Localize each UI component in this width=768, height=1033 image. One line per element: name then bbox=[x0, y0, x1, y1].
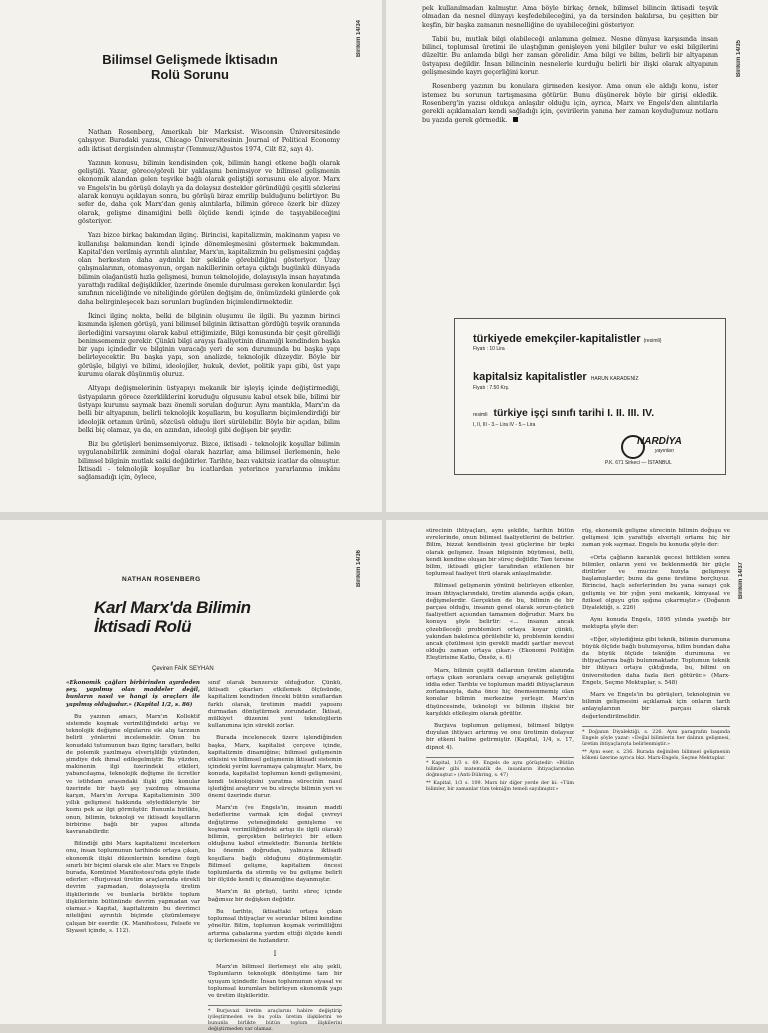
page-left-top bbox=[0, 0, 382, 512]
paragraph: Marx'ın (ve Engels'in, insanın maddi hedeflerine varmak için doğal çevreyi değiştirme yeteneğindeki genişleme ve koşmak verimliliğindeki artışı ile ilgili olarak) bilimin, gerçekten belirleyici bir etken olduğunu kabul etmektedir. Bununla birlikte bu önemin doğrudan, yalnızca iktisadi koşullara bağlı olduğunu düşünmemiştir. Bilimsel gelişme, kapitalizm öncesi toplumlarda da sürmüş ve bu gelişme belirli bir ölçüde kendi iç dinamiğine dayanmıştır. bbox=[208, 805, 342, 884]
paragraph: İkinci ilginç nokta, belki de bilginin oluşumu ile ilgili. Bu yazının birinci kısmında işlenen görüşü, yani bilimsel bilginin iktisattan gördüğü teşvik oranında ilerlediğini varsayımı olarak kabul ettiğimizde, Bilgi konusunda bir çeşit görelliği benimsememiz gerekir. Çünkü bilgi arayışı faaliyetinin dinamiği kendinden başka bir yapı içindedir ve bilginin varacağı yeri de son durumunda bu başka yapı belirleyecektir. Bu başka yapı, son analizde, teknolojik düzeydir. Böyle bir görüşle, bilgiyi ve bilimi, ideolojiler, hukuk, devlet, politik yapı gibi, üst yapı kurumu olarak düşünmüş oluruz. bbox=[78, 311, 340, 379]
paragraph: Burjuva toplumun gelişmesi, bilimsel bilgiye duyulan ihtiyacı artırmış ve onu üretimin dolaysız bir etkeni haline getirmiştir. (Kapital, 1/4, s. 17, dipnot 4). bbox=[426, 723, 574, 751]
column-1 bbox=[66, 680, 200, 1024]
folio: Birikim 14/34 bbox=[356, 20, 362, 58]
ad-book-title: resimli türkiye işçi sınıfı tarihi I. II. III. IV. bbox=[473, 407, 655, 419]
folio: Birikim 14/35 bbox=[736, 40, 742, 78]
paragraph: sınıf olarak benzersiz olduğudur. Çünkü, iktisadi çıkarları etkilemek ölçüsünde, kapitalizm kendinden önceki bütün sınıflardan farklı olarak, üretimin maddi yapısını durmadan dönüştürmek zorundadır. İktisat, mülkiyet düzenini yeni teknolojilerin kullanımına için sürekli zorlar. bbox=[208, 680, 342, 730]
article-title: Bilimsel Gelişmede İktisadın Rolü Sorunu bbox=[102, 52, 278, 82]
paragraph: Marx'ın iki görüşü, tarihi süreç içinde bağımsız bir değişken değildir. bbox=[208, 889, 342, 903]
paragraph: Marx, bilimin çeşitli dallarının üretim alanında ortaya çıkan sorunlara cevap arayarak geliştiğini iddia eder. Tarihte ve toplumun maddi ihtiyaçlarının zorlamasıyla, daha önce hiç önemsenmemiş olan konular bilimin merkezine yerleşir. Marx'ın düşüncesinde, teknoloji ve bilimin ilişkisi bir karşılıklı etkileşim olarak görülür. bbox=[426, 667, 574, 717]
bottom-spread bbox=[0, 520, 768, 1033]
folio: Birikim 14/36 bbox=[356, 550, 362, 588]
paragraph: pek kullanılmadan kalmıştır. Ama böyle birkaç örnek, bilimsel bilincin iktisadi teşvik olmadan da nesnel dünyayı keşfedebileceğini, ya da tersinden bakılırsa, bu çeşitten bir keşfin, bir başka zamanın nesnelliğine de uyabileceğini gösteriyor. bbox=[422, 4, 718, 29]
column-2 bbox=[208, 680, 342, 1033]
footnote: * Burjuvazi üretim araçlarını habire değiştirip iyileştirmeden ve bu yolla üretim ilişkilerini ve bununla birlikte bütün toplum ilişkilerini değiştirmeden var olamaz. bbox=[208, 1005, 342, 1033]
paragraph: Bilindiği gibi Marx kapitalizmi incelerken onu, insan toplumunun tarihinde ortaya çıkan, ekonomik ilişki düzenlerinin kendine özgü sınırlı bir biçimi olarak ele alır. Marx ve Engels burada, Komünist Manifestosu'nda göyle ifade ederler: «Burjuvazi üretim araçlarında sürekli devrim yapmadan, dolayısıyla üretim ilişkilerinde ve bunlarla birlikte toplum ilişkilerinin bütününde devrim yapmadan var olamaz.» Kapital, kapitalizmin bu devrimci niteliğini ayrıntılı biçimde çözümlemeye çalışan bir eserdir. (K. Manifestosu, Felsefe ve Siyaset içinde, s. 112). bbox=[66, 841, 200, 934]
footnote: ** Kapital, 1/3 s. 109. Marx bir diğer yerde der ki: «Tüm bilimler, bir zamanlar tüm tekniğin temeli sayılmıştır.» bbox=[426, 780, 574, 792]
publisher-address: P.K. 671 Sirkeci — İSTANBUL bbox=[605, 460, 672, 466]
ad-price: Fiyatı : 10 Lira bbox=[473, 346, 505, 352]
body-text bbox=[78, 128, 340, 512]
page-right-bottom bbox=[386, 520, 768, 1024]
publisher-name: NARDİYA bbox=[637, 436, 682, 447]
paragraph: Marx'ın bilimsel ilerlemeyi ele alış şekli, Toplumların teknolojik dönüşüme tam bir uyuşum içindedir. İnsan toplumunun siyasal ve toplumsal kurumları belirleyen ekonomik yapı ve üretim ilişkileridir. bbox=[208, 964, 342, 999]
paragraph: Marx ve Engels'in bu görüşleri, teknolojinin ve bilimin gelişmesini açıklamak için onların tarih anlayışlarının bir parçası olarak değerlendirilmelidir. bbox=[582, 692, 730, 720]
paragraph: Bu yazının amacı, Marx'ın Kollektif sistemde koşmak verimliliğindeki artışı ve teknolojik değişme olgularını ele alış tarzının belirli yönlerini incelemektir. Onun bu konudaki tutumunun bazı ilginç tarafları, belki de polemik yazılmaya elverişliliği yüzünden, şimdiye dek ihmal edilegelmiştir. Bu yüzden, makinenin ilgi üzerindeki etkileri, yabancılaşma, teknolojik değişme ile ücretler ve istihdam arasındaki ilişki gibi konular üzerinde bir hayli şey yazılmış olmasına karşın, Marx'ın Avrupa Kapitalizminin 300 yıllık gelişmesi hakkında söyledikleriyle bir kısmı pek az ilgi görmüştür. Bununla birlikte, onun, bilimin, teknoloji ve iktisadi koşulların birbirine bağlı bir yapısı altında kavranabilirdir. bbox=[66, 713, 200, 836]
paragraph: Altyapı değişmelerinin üstyapıyı mekanik bir işleyiş içinde değiştirmediği, üstyapıların görece özerkliklerini koruduğu olgusunu kabul etsek bile, bilimi bir üstyapı kurumu saymak bazı önemli sorulan doğurur. Aynı mantıkla, Marx'ın da belli bir altyapının, belirli teknolojik koşulların, bu koşulların biçimlendirdiği bir ideolojik ortamın ürünü, sözcüsü olduğu ileri sürülebilir. Böyle bir açıdan, bilim belki biç olamaz, ya da, en azından, ideoloji gibi değişen bir şeydir. bbox=[78, 384, 340, 434]
paragraph: Aynı konuda Engels, 1895 yılında yazdığı bir mektupta şöyle der: bbox=[582, 617, 730, 631]
page-left-bottom bbox=[0, 520, 382, 1033]
footnotes bbox=[426, 757, 574, 793]
footnotes bbox=[582, 726, 730, 762]
footnote: * Doğanın Diyalektiği, s. 226. Aynı paragrafın başında Engels şöyle yazar: «Doğal bilimlerin her dalının gelişmesi, üretim ihtiyaçlarıyla belirlenmiştir.» bbox=[582, 729, 730, 747]
ad-book-title: kapitalsiz kapitalistler HARUN KARADENİZ bbox=[473, 371, 639, 383]
paragraph: Yazı bizce birkaç bakımdan ilginç. Birincisi, kapitalizmin, makinanın yapısı ve kullanılışı bakımından kendi içinde dönemleşmesini göstermek bakımından. Kapital'den verilmiş ayrıntılı alıntılar, Marx'ın, kapitalizmin bu gelişmesini çağdaş olan herkesten daha aydınlık bir şekilde görebildiğini gösteriyor. Uzay çalışmalarının, otomasyonun, organ nakillerinin ortaya çıktığı bugünkü dünyada bilimin olağanüstü hızla gelişmesi, bunun teknolojide, dolayısıyla insan hayatında yarattığı radikal değişiklikler, üzerinde önemle durulması gereken konulardır. İşçi sınıfının niceliğinde ve niteliğinde görülen değişim de, önümüzdeki günlerde çok daha belirginleşecek bazı sorunları bugünden biçimlendirmektedir. bbox=[78, 231, 340, 306]
paragraph: Burada incelenecek üzere işlendiğinden başka, Marx, kapitalist çerçeve içinde, kapitalizmin dinamiğine; bilimsel gelişmenin etkisini ve bilimsel gelişmenin iktisadi sistemin içindeki yerini kavramaya çalışmıştır. Marx, bu konuda, kapitalist toplumun kendi gelişmesini, kendi teknolojisini yaratma sürecinin nasıl işlediğini araştırır ve bu süreçte bilimin yeri ve önemi üzerinde durur. bbox=[208, 735, 342, 800]
publisher-subtitle: yayınları bbox=[655, 448, 674, 454]
top-spread bbox=[0, 0, 768, 512]
footnote: * Kapital, 1/3 s. 69. Engels de aynı görüştedir: «Bütün bilimler gibi matematik de, insanların ihtiyaçlarından doğmuştur.» (Anti-Dühring, s. 47) bbox=[426, 760, 574, 778]
ad-price: Fiyatı : 7.50 Krş. bbox=[473, 385, 510, 391]
author-name: NATHAN ROSENBERG bbox=[122, 576, 201, 583]
paragraph: Biz bu görüşleri benimsemiyoruz. Bizce, iktisadi - teknolojik koşullar bilimin uygulanabilirlik zeminini doğal olarak hazırlar, ama bilimsel ilerlemenin, hele bilimsel bilginin mutlak saiki değildirler. Tarihte, bazı vakitsiz icatlar da olmuştur. İktisadi - teknolojik koşullar bu icatlardan yeterince yararlanma imkânı sağlamadığı için, öylece, bbox=[78, 440, 340, 482]
paragraph: sürecinin ihtiyaçları, aynı şekilde, tarihin bütün evrelerinde, onun bilimsel faaliyetlerini de belirler. Bilim, bizzat kendisinin iyesi güçlerine bir tepki olarak gelişmez. İnsan bilgisinin büyümesi, belli, kendi kendine oluşan bir süreç değildir. Tam tersine bilim, iktisadi güçler tarafından etkilenen bir toplumsal faaliyet türü olarak anlaşılmalıdır. bbox=[426, 528, 574, 578]
paragraph: Rosenberg yazının bu konulara girmeden kesiyor. Ama onun ele aldığı konu, ister istemez bu sorunun tartışmasına götürür. Bunu düşünerek böyle bir girişi ekledik. Rosenberg'in yazısı oldukça anlaşılır olduğu için, ayrıca, Marx ve Engels'den alıntılarla gerekli açıklamaları kendi sağladığı için, çevirilerin yanına her zaman koyduğumuz notlara bu yazıda gerek görmedik. bbox=[422, 82, 718, 124]
folio: Birikim 14/37 bbox=[738, 562, 744, 600]
body-text bbox=[422, 4, 718, 130]
section-number: I bbox=[273, 949, 277, 958]
publisher-advertisement bbox=[454, 318, 726, 475]
publisher-logo bbox=[621, 435, 691, 457]
ad-book-title: türkiyede emekçiler-kapitalistler (resimli) bbox=[473, 333, 662, 345]
ad-price: I, II, III - 3.– Lira IV - 5.– Lira bbox=[473, 422, 536, 428]
quotation: «Orta çağların karanlık gecesi bittikten sonra bilimler, onların yeni ve beklenmedik bir güçle dirilirler ve mucize hızıyla gelişmeye başlamışlardır; bunu da gene üretime borçluyuz. Birincisi, haçlı seferlerinden bu yana sanayi çok gelişmiş ve bir yığın yeni mekanik, kimyasal ve fiziksel olguyu gün ışığına çıkarmıştır.» (Doğanın Diyalektiği, s. 226) bbox=[582, 554, 730, 612]
column-2 bbox=[582, 528, 730, 1024]
paragraph: Bilimsel gelişmenin yönünü belirleyen etkenler, insan ihtiyaçlarındaki, üretim alanında açığa çıkan, değişmelerdir. Gerçekten de bu, bilimin de bir parçası olduğu, insanın genel olarak sorun-çözücü faaliyetleri açısından tamamen doğrudur. Marx bu konuyu şöyle belirtir: «... insanın ancak çözebileceği problemleri ortaya koyar çünkü, yakından bakılınca görülebilir ki, problemin kendisi ancak çözülmesi için gerekli maddi şartlar mevcut olduğu zaman ortaya çıkar.» (Ekonomi Politiğin Eleştirisine Katkı, Önsöz, s. 6) bbox=[426, 583, 574, 662]
quotation: «Eğer, söylediğiniz gibi teknik, bilimin durumuna büyük ölçüde bağlı bulunuyorsa, bilim bundan daha da büyük ölçüde tekniğin durumuna ve ihtiyaçlarına bağlı bulunmaktadır. Toplumun teknik bir ihtiyacı ortaya çıktığında, bu, bilimi on üniversiteden daha fazla ileri götürür.» (Marx-Engels, Seçme Mektuplar, s. 548) bbox=[582, 636, 730, 686]
paragraph: Yazının konusu, bilimin kendisinden çok, bilimin hangi etkene bağlı olarak geliştiği. Yazar, görece/göreli bir yaklaşımı benimsiyor ve bilimsel gelişmenin ekonomik alandan gelen teşvike bağlı olarak geliştiği sorusunu ele alıyor. Marx ve Engels'in bu görüşü dolaylı ya da dolaysız destekler göründüğü çeşitli sözlerini alarak konuyu açıklayan sonra, bu görüşü biraz emrilip bulduğunu belirtiyor. Bu sefer de, daha çok Marx'dan geniş alıntılarla, bilimin görece özerk bir düzey olarak, gelişme dinamiğini belli ölçüde kendi içinde de taşıyabileceğini gösteriyor. bbox=[78, 158, 340, 225]
article-title: Karl Marx'da Bilimin İktisadi Rolü bbox=[94, 598, 251, 636]
paragraph: rüş, ekonomik gelişme sürecinin bilimin doğuşu ve gelişmesi için yarattığı elverişli ortamı hiç bir zaman yok saymaz. Engels bu konuda şöyle der: bbox=[582, 528, 730, 549]
epigraph: «Ekonomik çağları birbirinden ayırdeden şey, yapılmış olan maddeler değil, bunların nasıl ve hangi iş araçları ile yapılmış olduğudur.» (Kapital 1/2, s. 86) bbox=[66, 680, 200, 708]
paragraph: Tabii bu, mutlak bilgi olabileceği anlamına gelmez. Nesne dünyası karşısında insan bilinci, toplumsal üretimi ile ulaştığının genişleyen yeni bilgiler bulur ve eski bilgilerini düzeltir. Bu anlamda bilgi her zaman görelidir. Ama bilgi ve bilim, belirli bir altyapının üstyapısı değildir. İnsan bilincinin nesnelerle kurduğu belirli bir ilişki olarak altyapının gelişmesinde kayrı geçerliğini korur. bbox=[422, 34, 718, 77]
paragraph: Nathan Rosenberg, Amerikalı bir Marksist. Wisconsin Üniversitesinde çalışıyor. Buradaki yazısı, Chicago Üniversitesinin Journal of Political Economy adlı iktisat dergisinden alınmıştır (Temmuz/Ağustos 1974, Cilt 82, sayı 4). bbox=[78, 128, 340, 153]
paragraph: Bu tarihte, iktisattaki ortaya çıkan toplumsal ihtiyaçlar ve sorunlar bilimi kendine yöneltir. Bilim, toplumun koşmak verimliliğini artırma çabalarına yardım ettiği ölçüde kendi iç ilerlemesini de hızlandırır. bbox=[208, 908, 342, 944]
end-mark-icon bbox=[513, 117, 518, 122]
column-1 bbox=[426, 528, 574, 1024]
page-right-top bbox=[386, 0, 768, 512]
footnote: ** Aynı eser, s. 236. Burada değinilen bilimsel gelişmenin kökeni üzerine ayrıca bkz. Marx-Engels, Seçme Mektuplar. bbox=[582, 749, 730, 761]
translator: Çeviren FAİK SEYHAN bbox=[152, 666, 214, 672]
